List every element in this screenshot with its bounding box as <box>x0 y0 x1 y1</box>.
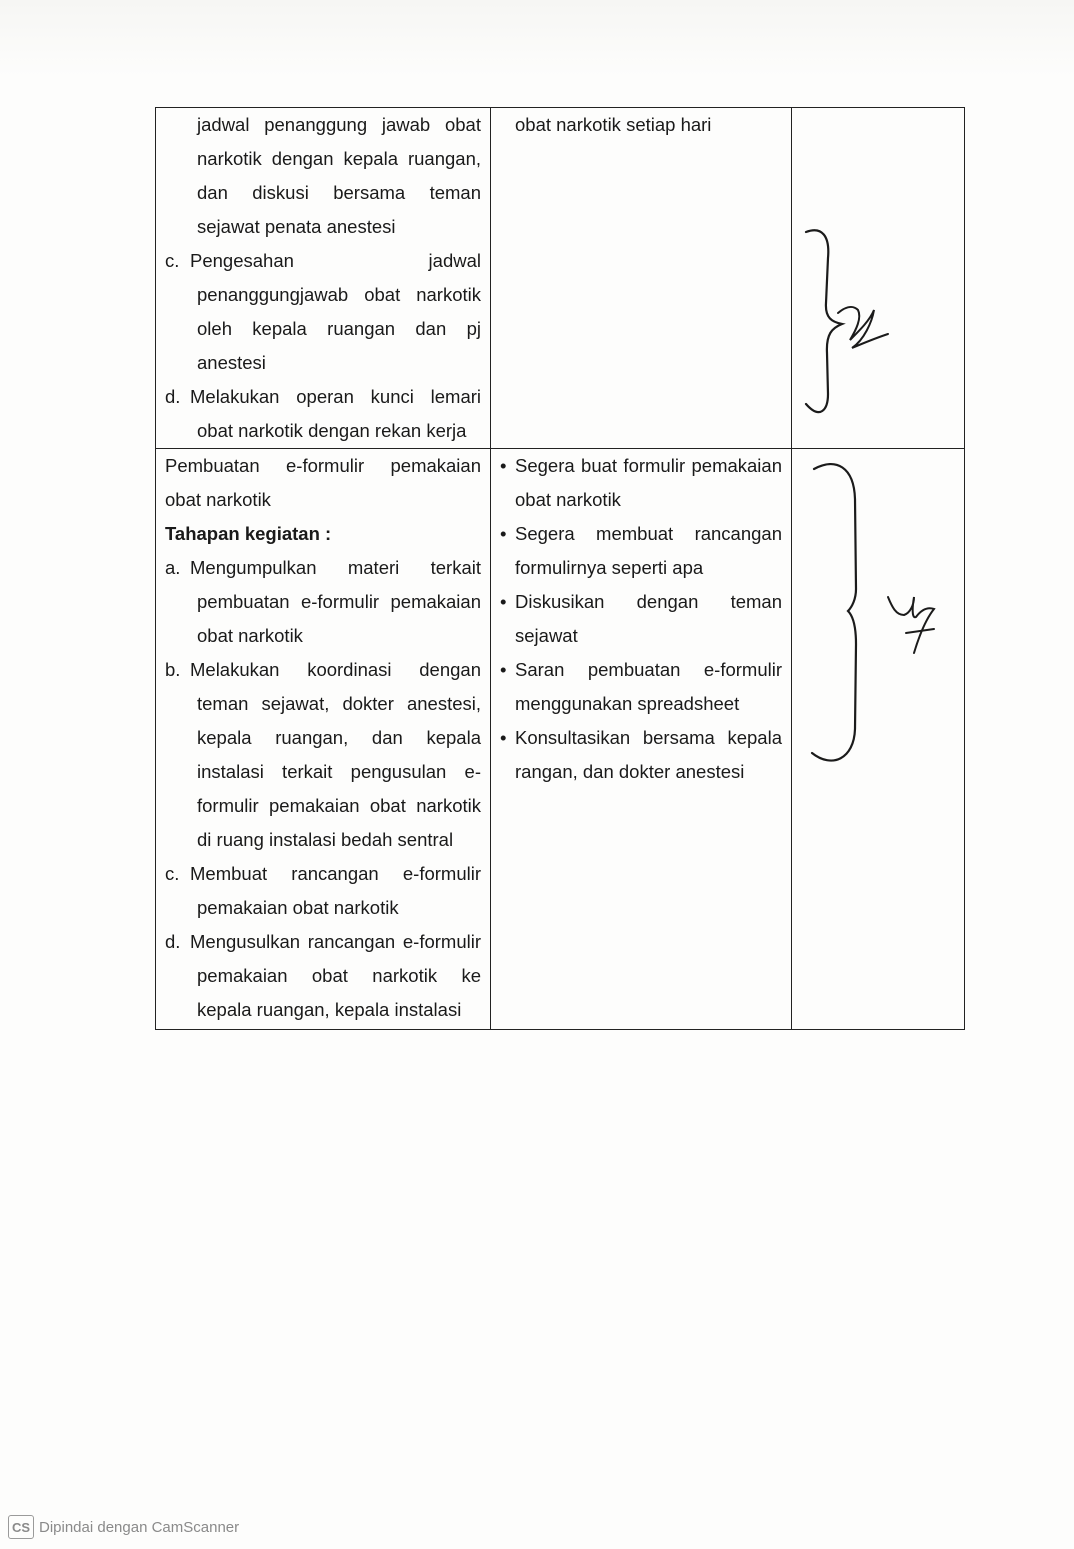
watermark-text: Dipindai dengan CamScanner <box>39 1518 240 1536</box>
signature-cell <box>792 449 965 1030</box>
stage-heading: Tahapan kegiatan : <box>165 523 332 544</box>
camscanner-logo-icon: CS <box>8 1515 34 1539</box>
activity-cell: Pembuatan e-formulir pemakaian obat narkotik Tahapan kegiatan : a. Mengumpulkan materi terkait pembuatan e-formulir pemakaian obat narkotik b. Melakukan koordinasi dengan teman sejawat, dokter anestesi, kepala ruangan, dan kepala instalasi terkait pengusulan e- formulir pemakaian obat narkotik di ruang instalasi bedah sentral c. Membuat rancangan e-formulir pemakaian obat narkotik d. Mengusulkan rancangan e-formulir pemakaian obat narkotik ke kepala ruangan, kepala instalasi <box>156 449 491 1030</box>
list-item: c. Pengesahan jadwal penanggungjawab obat narkotik oleh kepala ruangan dan pj anestesi <box>165 244 481 380</box>
follow-up-cell: obat narkotik setiap hari <box>491 108 792 449</box>
table-row <box>156 108 965 449</box>
list-item: d. Melakukan operan kunci lemari obat narkotik dengan rekan kerja <box>165 380 481 448</box>
continued-item-text: jadwal penanggung jawab obat narkotik dengan kepala ruangan, dan diskusi bersama teman sejawat penata anestesi <box>197 114 481 237</box>
list-marker: b. <box>165 659 181 680</box>
list-item: • Saran pembuatan e-formulir menggunakan spreadsheet <box>500 653 782 721</box>
scanner-watermark <box>8 1515 239 1539</box>
list-item: b. Melakukan koordinasi dengan teman sejawat, dokter anestesi, kepala ruangan, dan kepala instalasi terkait pengusulan e- formulir pemakaian obat narkotik di ruang instalasi bedah sentral <box>165 653 481 857</box>
list-marker: c. <box>165 250 180 271</box>
activity-table <box>155 107 965 1030</box>
follow-up-cell <box>491 449 792 1030</box>
bullet-marker: • <box>500 727 507 748</box>
list-marker: c. <box>165 863 180 884</box>
list-item: c. Membuat rancangan e-formulir pemakaian obat narkotik <box>165 857 481 925</box>
list-item: d. Mengusulkan rancangan e-formulir pemakaian obat narkotik ke kepala ruangan, kepala instalasi <box>165 925 481 1027</box>
handwritten-bracket-initial-icon <box>792 449 965 1029</box>
list-item: a. Mengumpulkan materi terkait pembuatan e-formulir pemakaian obat narkotik <box>165 551 481 653</box>
list-item: • Diskusikan dengan teman sejawat <box>500 585 782 653</box>
activity-title: Pembuatan e-formulir pemakaian <box>165 455 481 476</box>
list-item: • Segera buat formulir pemakaian obat narkotik <box>500 449 782 517</box>
bullet-marker: • <box>500 659 507 680</box>
handwritten-bracket-initial-icon <box>792 108 965 448</box>
list-marker: d. <box>165 931 181 952</box>
table-row <box>156 449 965 1030</box>
list-marker: a. <box>165 557 181 578</box>
activity-cell <box>156 108 491 449</box>
bullet-marker: • <box>500 523 507 544</box>
signature-cell <box>792 108 965 449</box>
list-item: • Segera membuat rancangan formulirnya seperti apa <box>500 517 782 585</box>
bullet-marker: • <box>500 591 507 612</box>
list-marker: d. <box>165 386 181 407</box>
list-item: • Konsultasikan bersama kepala rangan, dan dokter anestesi <box>500 721 782 789</box>
bullet-marker: • <box>500 455 507 476</box>
